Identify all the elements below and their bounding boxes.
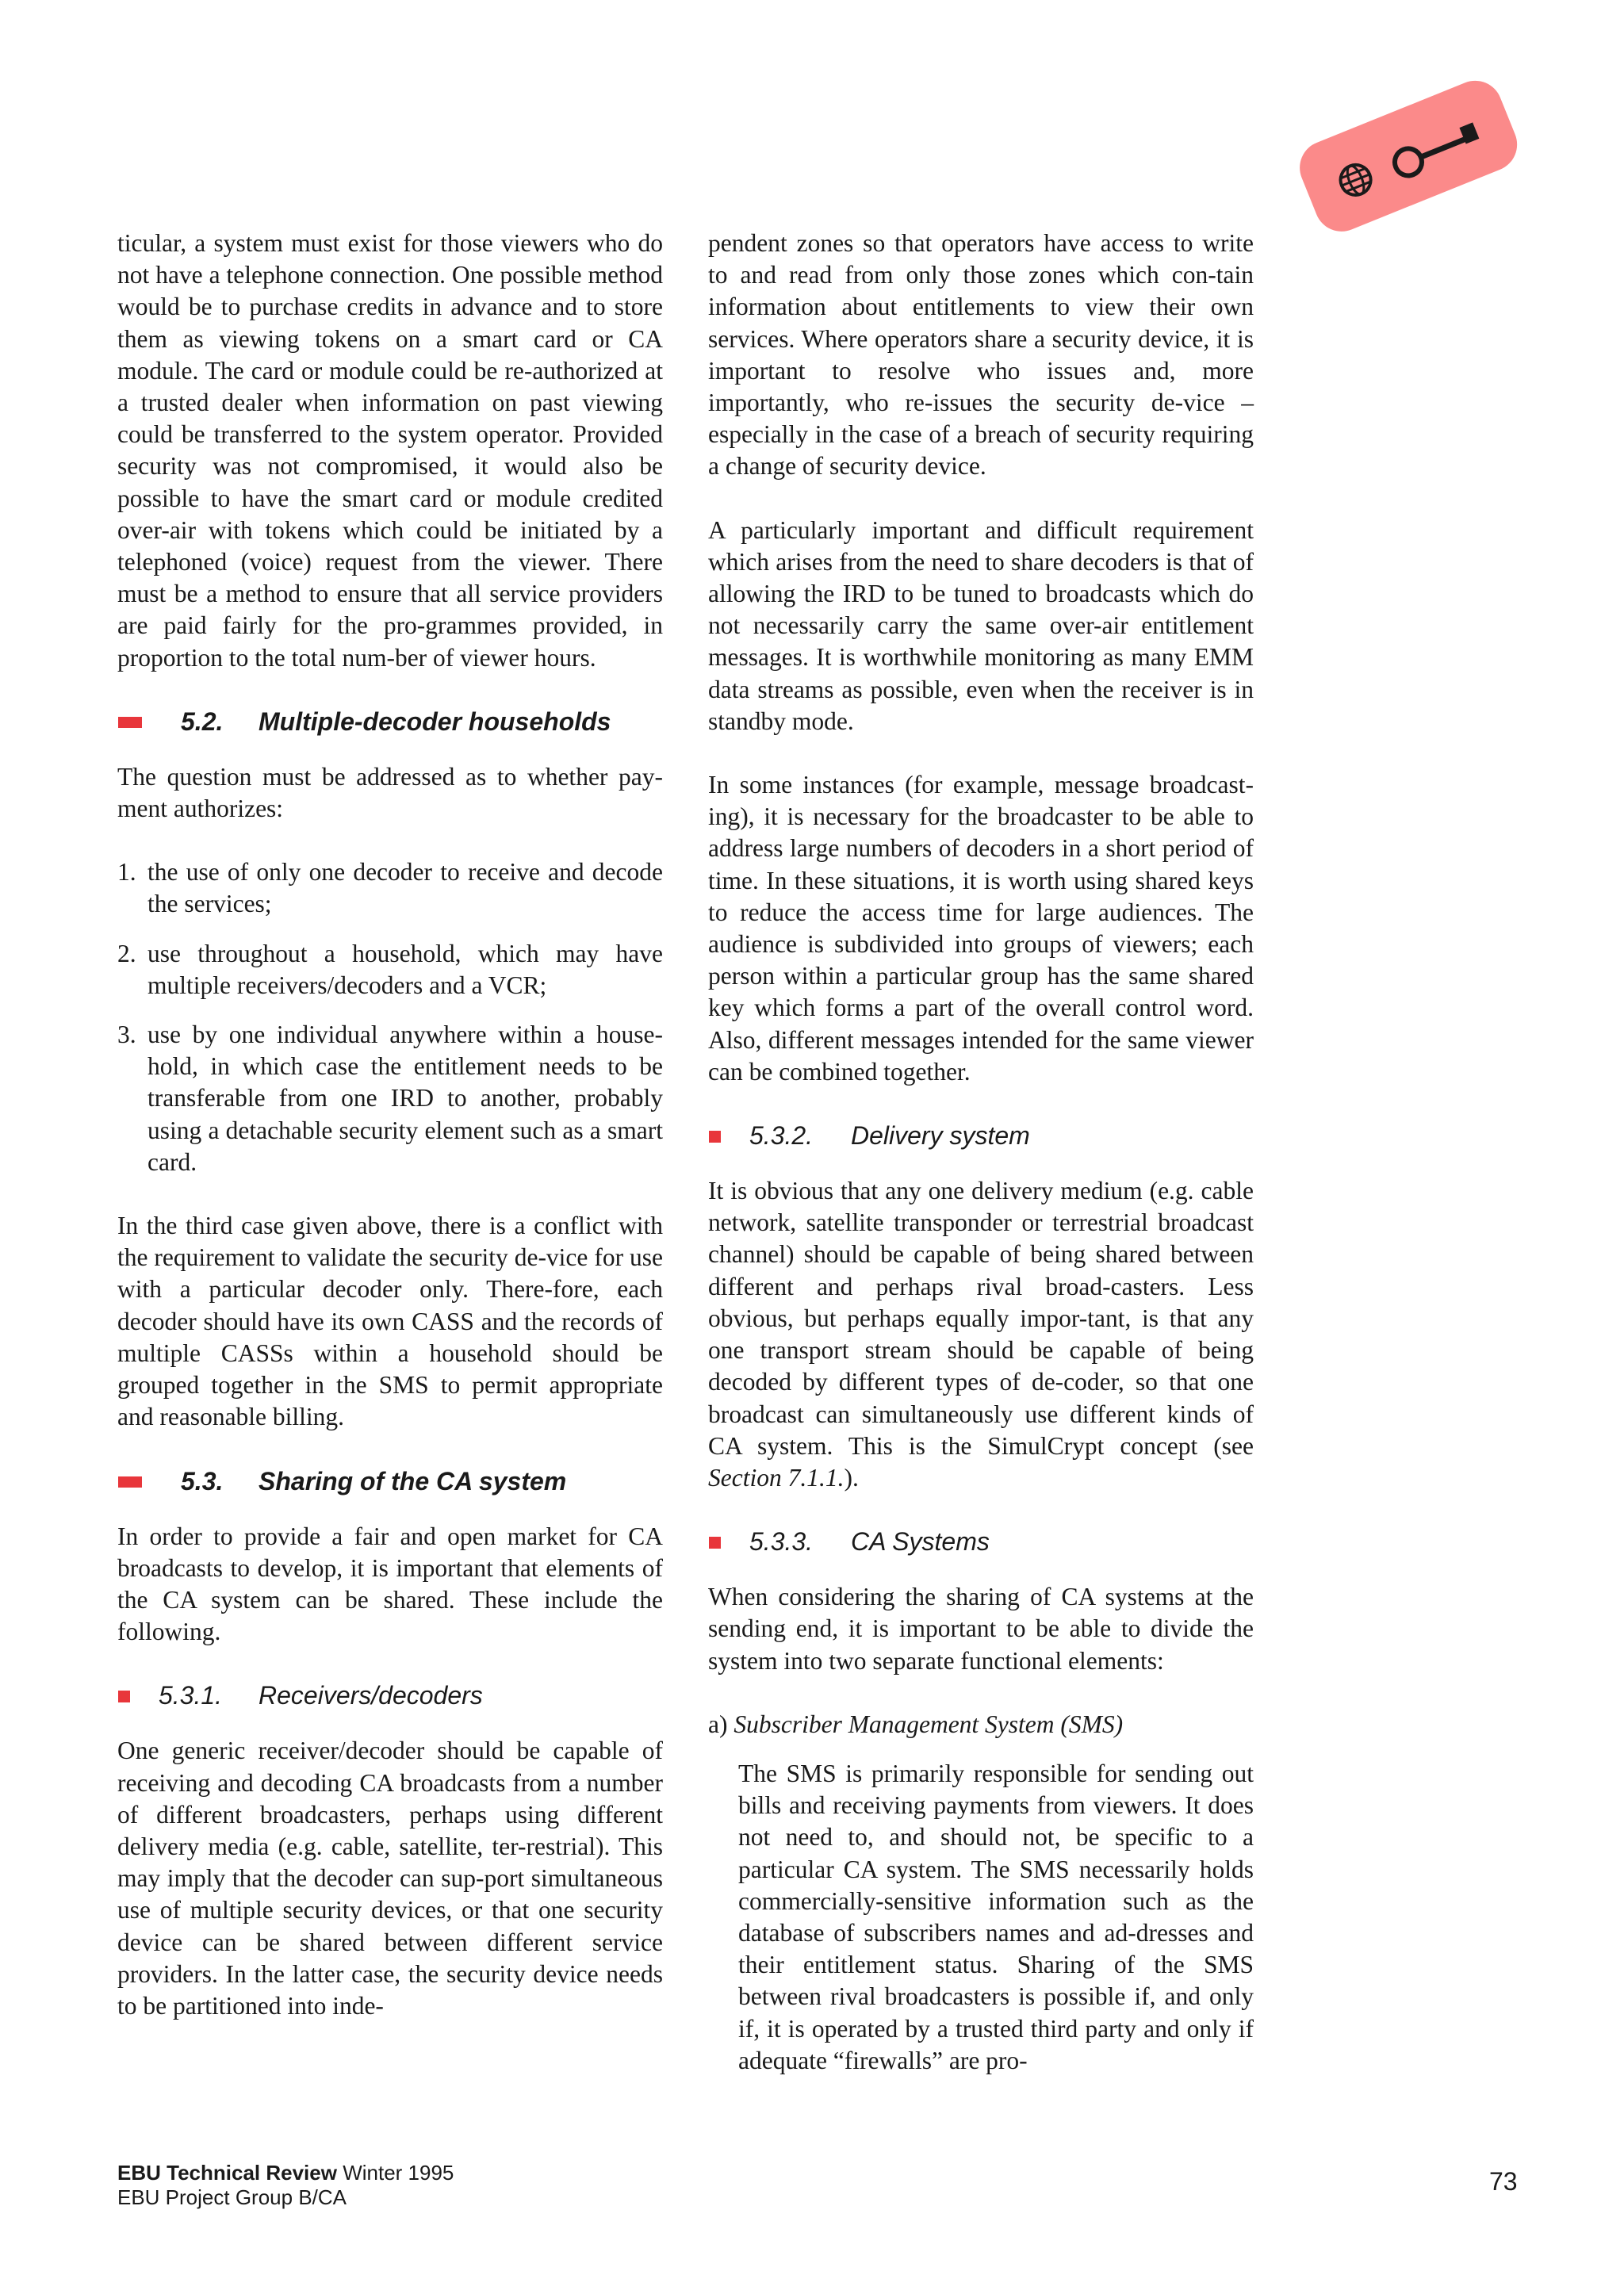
paragraph: In some instances (for example, message broadcast-ing), it is necessary for the broadcaster to be able to address large numbers of decoders in a short period of time. In these situations, it is worth using shared keys to reduce the access time for large audiences. The audience is subdivided into groups of viewers; each person within a particular group has the same shared key which forms a part of the overall control word. Also, different messages intended for the same viewer can be combined together. (708, 771, 1254, 1086)
section-heading-5-3 (117, 1465, 663, 1497)
globe-key-badge-icon (1285, 71, 1522, 238)
footer (117, 2161, 454, 2210)
paragraph: pendent zones so that operators have access to write to and read from only those zones which con-tain information about entitlements to view their own services. Where operators share a security device, it is important to resolve who issues and, more importantly, who re-issues the security de-vice – especially in the case of a breach of security requiring a change of security device. (708, 229, 1254, 481)
paragraph: When considering the sharing of CA systems at the sending end, it is important to be able to divide the system into two separate functional elements: (708, 1583, 1254, 1675)
paragraph: It is obvious that any one delivery medium (e.g. cable network, satellite transponder or terrestrial broadcast channel) should be capable of being shared between different and perhaps rival broad-casters. Less obvious, but perhaps equally impor-tant, is that any one transport stream should be capable of being decoded by different types of de-coder, so that one broadcast can simultaneously use different kinds of CA system. This is the SimulCrypt concept (see Section 7.1.1.). (708, 1177, 1254, 1492)
section-title: Multiple-decoder households (259, 707, 611, 736)
paragraph: ticular, a system must exist for those viewers who do not have a telephone connection. One possible method would be to purchase credits in advance and to store them as viewing tokens on a smart card or CA module. The card or module could be re-authorized at a trusted dealer when information on past viewing could be transferred to the system operator. Provided security was not compromised, it would also be possible to have the smart card or module credited over-air with tokens which could be initiated by a telephoned (voice) request from the viewer. There must be a method to ensure that all service providers are paid fairly for the pro-grammes provided, in proportion to the total num-ber of viewer hours. (117, 229, 663, 672)
section-number: 5.3. (181, 1466, 224, 1496)
section-title: Receivers/decoders (259, 1681, 483, 1710)
section-marker-icon (118, 1691, 130, 1702)
list-item: 1. the use of only one decoder to receive and decode the services; (117, 858, 663, 918)
section-reference: Section 7.1.1. (708, 1463, 845, 1492)
list-item: 2. use throughout a household, which may have multiple receivers/decoders and a VCR; (117, 939, 663, 999)
paragraph: One generic receiver/decoder should be capable of receiving and decoding CA broadcasts from a number of different broadcasters, perhaps using different delivery media (e.g. cable, satellite, ter-restrial). This may imply that the decoder can sup-port simultaneous use of multiple security devices, or that one security device can be shared between different service providers. In the latter case, the security device needs to be partitioned into inde- (117, 1737, 663, 2020)
page-number: 73 (1489, 2167, 1518, 2196)
section-marker-icon (118, 717, 142, 728)
section-title: Delivery system (851, 1121, 1030, 1151)
list-item: 3. use by one individual anywhere within a house-hold, in which case the entitlement needs to be transferable from one IRD to another, probably using a detachable security element such as a smart card. (117, 1021, 663, 1176)
right-column (708, 228, 1254, 2108)
author-group: EBU Project Group B/CA (117, 2185, 347, 2209)
section-number: 5.3.1. (159, 1681, 223, 1710)
section-number: 5.3.2. (749, 1121, 814, 1151)
numbered-list (117, 856, 663, 1178)
section-heading-5-3-3 (708, 1526, 1254, 1557)
section-heading-5-3-2 (708, 1120, 1254, 1151)
issue-date: Winter 1995 (343, 2161, 454, 2185)
section-heading-5-3-1 (117, 1679, 663, 1711)
section-number: 5.3.3. (749, 1527, 814, 1557)
section-number: 5.2. (181, 707, 224, 736)
section-heading-5-2 (117, 706, 663, 737)
section-marker-icon (118, 1476, 142, 1488)
section-marker-icon (709, 1131, 721, 1143)
paragraph: A particularly important and difficult requirement which arises from the need to share decoders is that of allowing the IRD to be tuned to broadcasts which do not necessarily carry the same over-air entitlement messages. It is worthwhile monitoring as many EMM data streams as possible, even when the receiver is in standby mode. (708, 515, 1254, 735)
paragraph: The SMS is primarily responsible for sending out bills and receiving payments from viewers. It does not need to, and should not, be specific to a particular CA system. The SMS necessarily holds commercially-sensitive information such as the database of subscribers names and ad-dresses and their entitlement status. Sharing of the SMS between rival broadcasters is possible if, and only if, it is operated by a trusted third party and only if adequate “firewalls” are pro- (738, 1759, 1254, 2074)
paragraph: In the third case given above, there is a conflict with the requirement to validate the security de-vice for use with a particular decoder only. There-fore, each decoder should have its own CASS and the records of multiple CASSs within a household should be grouped together in the SMS to permit appropriate and reasonable billing. (117, 1212, 663, 1431)
section-marker-icon (709, 1537, 721, 1549)
section-title: Sharing of the CA system (259, 1466, 567, 1496)
subsection-label: a) Subscriber Management System (SMS) (708, 1710, 1124, 1738)
paragraph: In order to provide a fair and open market for CA broadcasts to develop, it is important that elements of the CA system can be shared. These include the following. (117, 1522, 663, 1646)
paragraph: The question must be addressed as to whether pay-ment authorizes: (117, 762, 663, 823)
publication-name: EBU Technical Review (117, 2161, 337, 2185)
left-column (117, 228, 663, 2054)
section-title: CA Systems (851, 1527, 990, 1557)
